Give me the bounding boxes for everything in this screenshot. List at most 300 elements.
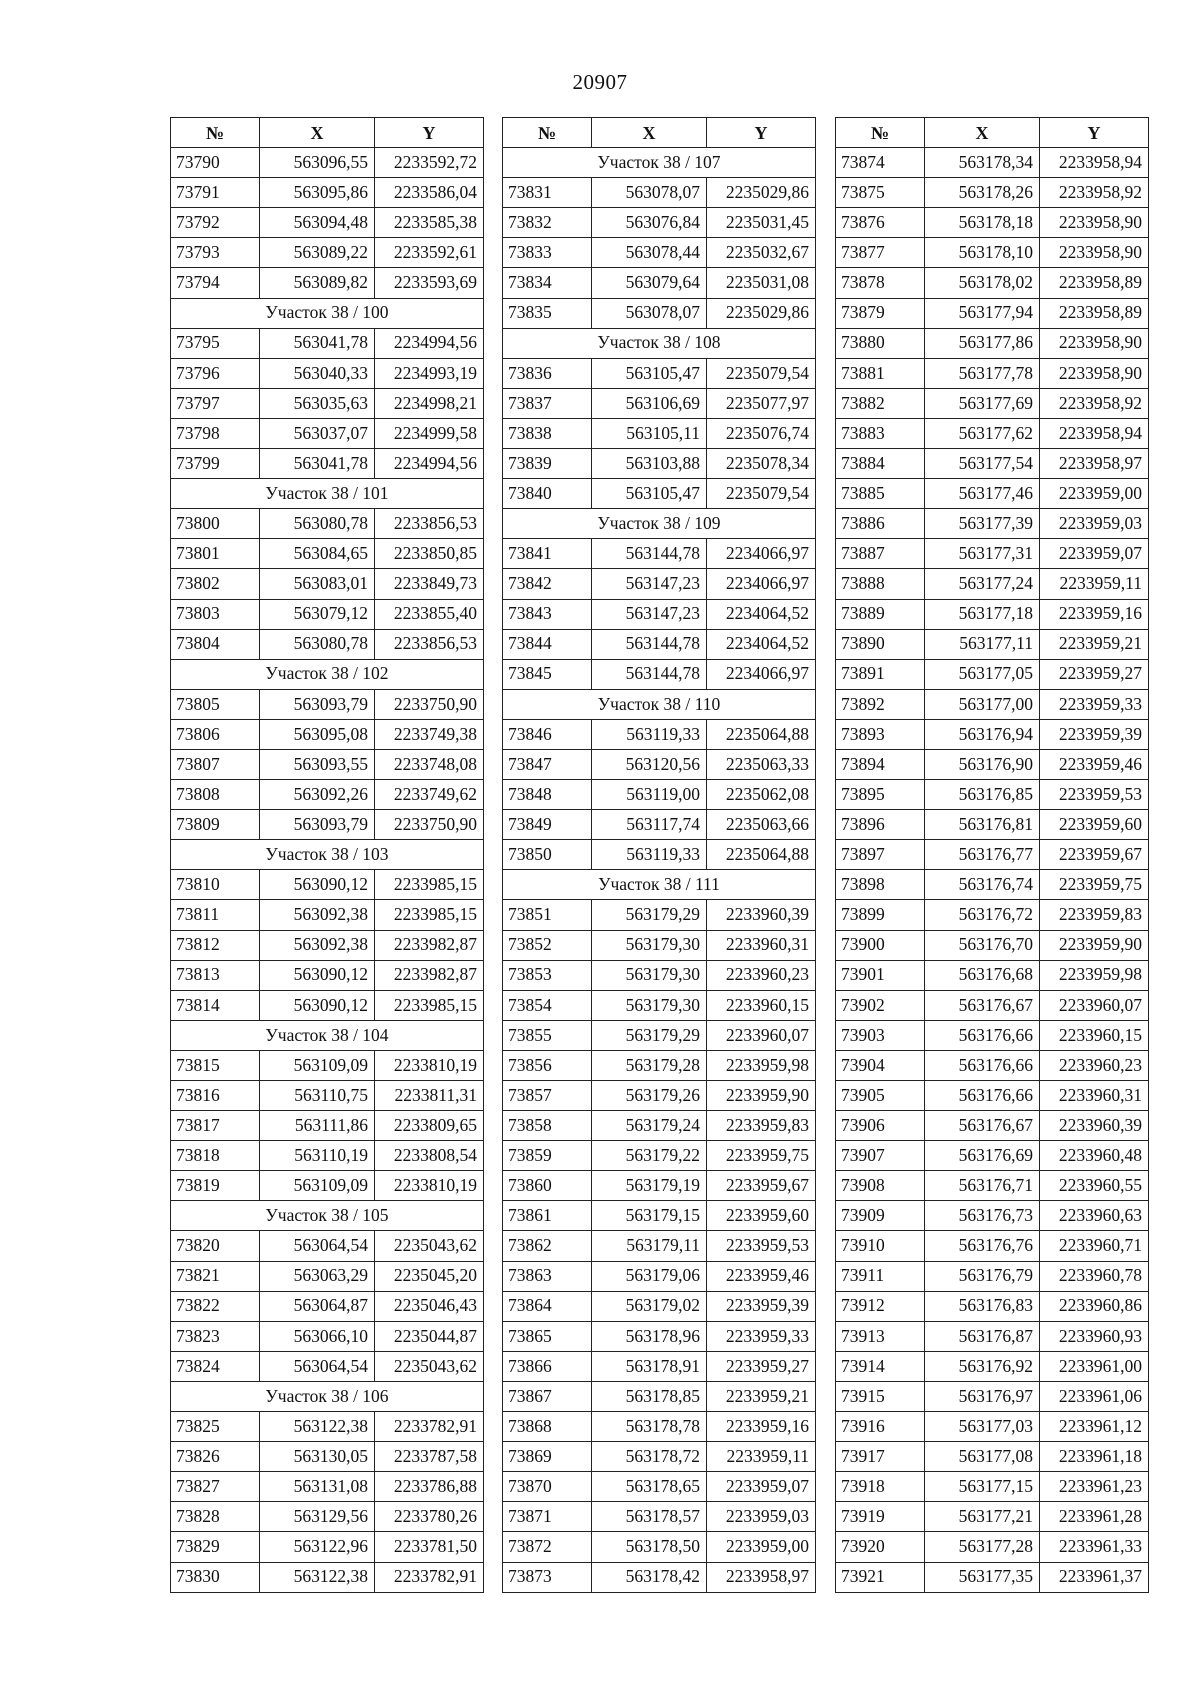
table-row — [503, 1231, 816, 1261]
x-coordinate-cell: 563176,69 — [925, 1141, 1040, 1171]
x-coordinate-cell: 563177,39 — [925, 509, 1040, 539]
x-coordinate-cell: 563178,42 — [592, 1562, 707, 1592]
y-coordinate-cell: 2235046,43 — [375, 1291, 484, 1321]
point-number-cell: 73876 — [836, 208, 925, 238]
point-number-cell: 73896 — [836, 810, 925, 840]
y-coordinate-cell: 2233782,91 — [375, 1562, 484, 1592]
point-number-cell: 73832 — [503, 208, 592, 238]
coordinates-table-1 — [170, 117, 484, 1593]
point-number-cell: 73838 — [503, 418, 592, 448]
table-row — [503, 1081, 816, 1111]
y-coordinate-cell: 2233958,97 — [707, 1562, 816, 1592]
table-row — [503, 1472, 816, 1502]
point-number-cell: 73886 — [836, 509, 925, 539]
table-row — [503, 1020, 816, 1050]
y-coordinate-cell: 2233961,23 — [1040, 1472, 1149, 1502]
y-coordinate-cell: 2233982,87 — [375, 960, 484, 990]
x-coordinate-cell: 563147,23 — [592, 569, 707, 599]
column-header-x: X — [260, 118, 375, 148]
x-coordinate-cell: 563078,07 — [592, 298, 707, 328]
point-number-cell: 73829 — [171, 1532, 260, 1562]
y-coordinate-cell: 2233786,88 — [375, 1472, 484, 1502]
x-coordinate-cell: 563176,73 — [925, 1201, 1040, 1231]
point-number-cell: 73873 — [503, 1562, 592, 1592]
x-coordinate-cell: 563092,38 — [260, 930, 375, 960]
point-number-cell: 73894 — [836, 749, 925, 779]
y-coordinate-cell: 2234994,56 — [375, 328, 484, 358]
point-number-cell: 73865 — [503, 1321, 592, 1351]
y-coordinate-cell: 2233960,55 — [1040, 1171, 1149, 1201]
x-coordinate-cell: 563094,48 — [260, 208, 375, 238]
y-coordinate-cell: 2235031,08 — [707, 268, 816, 298]
x-coordinate-cell: 563037,07 — [260, 418, 375, 448]
x-coordinate-cell: 563078,07 — [592, 178, 707, 208]
point-number-cell: 73897 — [836, 840, 925, 870]
table-row — [171, 1502, 484, 1532]
x-coordinate-cell: 563177,78 — [925, 358, 1040, 388]
section-title: Участок 38 / 108 — [503, 328, 816, 358]
section-header-row — [171, 298, 484, 328]
x-coordinate-cell: 563178,02 — [925, 268, 1040, 298]
table-row — [503, 208, 816, 238]
table-row — [836, 1081, 1149, 1111]
y-coordinate-cell: 2233959,33 — [707, 1321, 816, 1351]
point-number-cell: 73817 — [171, 1111, 260, 1141]
table-row — [836, 479, 1149, 509]
point-number-cell: 73884 — [836, 449, 925, 479]
table-header-row — [503, 118, 816, 148]
table-row — [171, 810, 484, 840]
point-number-cell: 73866 — [503, 1351, 592, 1381]
point-number-cell: 73874 — [836, 148, 925, 178]
x-coordinate-cell: 563177,54 — [925, 449, 1040, 479]
column-header-number: № — [503, 118, 592, 148]
table-row — [171, 1562, 484, 1592]
y-coordinate-cell: 2235063,66 — [707, 810, 816, 840]
section-header-row — [503, 870, 816, 900]
x-coordinate-cell: 563176,83 — [925, 1291, 1040, 1321]
y-coordinate-cell: 2233811,31 — [375, 1081, 484, 1111]
table-row — [503, 1562, 816, 1592]
x-coordinate-cell: 563176,67 — [925, 1111, 1040, 1141]
table-row — [503, 599, 816, 629]
y-coordinate-cell: 2234993,19 — [375, 358, 484, 388]
x-coordinate-cell: 563110,75 — [260, 1081, 375, 1111]
x-coordinate-cell: 563176,68 — [925, 960, 1040, 990]
table-row — [503, 1351, 816, 1381]
point-number-cell: 73849 — [503, 810, 592, 840]
y-coordinate-cell: 2233959,53 — [1040, 780, 1149, 810]
point-number-cell: 73920 — [836, 1532, 925, 1562]
table-row — [171, 749, 484, 779]
point-number-cell: 73798 — [171, 418, 260, 448]
table-row — [836, 178, 1149, 208]
point-number-cell: 73828 — [171, 1502, 260, 1532]
y-coordinate-cell: 2233959,16 — [1040, 599, 1149, 629]
point-number-cell: 73864 — [503, 1291, 592, 1321]
x-coordinate-cell: 563089,82 — [260, 268, 375, 298]
x-coordinate-cell: 563144,78 — [592, 659, 707, 689]
table-row — [171, 1171, 484, 1201]
y-coordinate-cell: 2233960,48 — [1040, 1141, 1149, 1171]
table-row — [836, 689, 1149, 719]
y-coordinate-cell: 2235064,88 — [707, 719, 816, 749]
table-row — [171, 599, 484, 629]
x-coordinate-cell: 563129,56 — [260, 1502, 375, 1532]
x-coordinate-cell: 563178,72 — [592, 1442, 707, 1472]
y-coordinate-cell: 2233855,40 — [375, 599, 484, 629]
x-coordinate-cell: 563041,78 — [260, 328, 375, 358]
point-number-cell: 73861 — [503, 1201, 592, 1231]
y-coordinate-cell: 2233961,12 — [1040, 1412, 1149, 1442]
point-number-cell: 73891 — [836, 659, 925, 689]
table-row — [836, 719, 1149, 749]
section-title: Участок 38 / 103 — [171, 840, 484, 870]
table-row — [171, 1111, 484, 1141]
y-coordinate-cell: 2233961,00 — [1040, 1351, 1149, 1381]
x-coordinate-cell: 563179,29 — [592, 1020, 707, 1050]
point-number-cell: 73915 — [836, 1381, 925, 1411]
y-coordinate-cell: 2233958,92 — [1040, 388, 1149, 418]
x-coordinate-cell: 563176,76 — [925, 1231, 1040, 1261]
x-coordinate-cell: 563176,74 — [925, 870, 1040, 900]
x-coordinate-cell: 563176,66 — [925, 1081, 1040, 1111]
table-row — [836, 1141, 1149, 1171]
point-number-cell: 73890 — [836, 629, 925, 659]
x-coordinate-cell: 563177,18 — [925, 599, 1040, 629]
table-row — [836, 1351, 1149, 1381]
point-number-cell: 73904 — [836, 1050, 925, 1080]
y-coordinate-cell: 2233959,03 — [1040, 509, 1149, 539]
point-number-cell: 73837 — [503, 388, 592, 418]
table-row — [171, 1351, 484, 1381]
section-title: Участок 38 / 102 — [171, 659, 484, 689]
x-coordinate-cell: 563177,24 — [925, 569, 1040, 599]
x-coordinate-cell: 563178,26 — [925, 178, 1040, 208]
table-row — [171, 388, 484, 418]
x-coordinate-cell: 563090,12 — [260, 990, 375, 1020]
point-number-cell: 73911 — [836, 1261, 925, 1291]
point-number-cell: 73857 — [503, 1081, 592, 1111]
column-header-y: Y — [1040, 118, 1149, 148]
x-coordinate-cell: 563179,22 — [592, 1141, 707, 1171]
y-coordinate-cell: 2233959,90 — [707, 1081, 816, 1111]
y-coordinate-cell: 2233959,21 — [1040, 629, 1149, 659]
point-number-cell: 73818 — [171, 1141, 260, 1171]
x-coordinate-cell: 563177,46 — [925, 479, 1040, 509]
y-coordinate-cell: 2233750,90 — [375, 689, 484, 719]
point-number-cell: 73834 — [503, 268, 592, 298]
point-number-cell: 73850 — [503, 840, 592, 870]
point-number-cell: 73791 — [171, 178, 260, 208]
table-row — [836, 1532, 1149, 1562]
x-coordinate-cell: 563177,28 — [925, 1532, 1040, 1562]
x-coordinate-cell: 563122,96 — [260, 1532, 375, 1562]
section-header-row — [171, 1020, 484, 1050]
table-row — [836, 509, 1149, 539]
table-row — [836, 1562, 1149, 1592]
x-coordinate-cell: 563109,09 — [260, 1050, 375, 1080]
point-number-cell: 73921 — [836, 1562, 925, 1592]
point-number-cell: 73914 — [836, 1351, 925, 1381]
point-number-cell: 73813 — [171, 960, 260, 990]
y-coordinate-cell: 2234064,52 — [707, 629, 816, 659]
table-row — [836, 1472, 1149, 1502]
table-row — [171, 689, 484, 719]
y-coordinate-cell: 2233959,75 — [1040, 870, 1149, 900]
y-coordinate-cell: 2235029,86 — [707, 178, 816, 208]
section-title: Участок 38 / 100 — [171, 298, 484, 328]
table-row — [503, 1291, 816, 1321]
y-coordinate-cell: 2233959,11 — [707, 1442, 816, 1472]
table-header-row — [171, 118, 484, 148]
point-number-cell: 73852 — [503, 930, 592, 960]
table-row — [171, 539, 484, 569]
table-row — [503, 930, 816, 960]
x-coordinate-cell: 563176,81 — [925, 810, 1040, 840]
y-coordinate-cell: 2233959,27 — [707, 1351, 816, 1381]
x-coordinate-cell: 563179,26 — [592, 1081, 707, 1111]
section-title: Участок 38 / 109 — [503, 509, 816, 539]
x-coordinate-cell: 563090,12 — [260, 960, 375, 990]
table-row — [836, 208, 1149, 238]
y-coordinate-cell: 2233959,03 — [707, 1502, 816, 1532]
point-number-cell: 73824 — [171, 1351, 260, 1381]
table-row — [503, 780, 816, 810]
section-title: Участок 38 / 107 — [503, 148, 816, 178]
y-coordinate-cell: 2233982,87 — [375, 930, 484, 960]
point-number-cell: 73810 — [171, 870, 260, 900]
x-coordinate-cell: 563179,30 — [592, 990, 707, 1020]
table-row — [171, 358, 484, 388]
section-header-row — [503, 509, 816, 539]
y-coordinate-cell: 2234066,97 — [707, 539, 816, 569]
table-row — [171, 569, 484, 599]
point-number-cell: 73862 — [503, 1231, 592, 1261]
point-number-cell: 73825 — [171, 1412, 260, 1442]
point-number-cell: 73833 — [503, 238, 592, 268]
table-row — [503, 268, 816, 298]
x-coordinate-cell: 563078,44 — [592, 238, 707, 268]
table-row — [836, 238, 1149, 268]
point-number-cell: 73859 — [503, 1141, 592, 1171]
y-coordinate-cell: 2233961,37 — [1040, 1562, 1149, 1592]
table-row — [503, 1141, 816, 1171]
table-row — [503, 418, 816, 448]
table-row — [836, 810, 1149, 840]
x-coordinate-cell: 563176,66 — [925, 1050, 1040, 1080]
table-row — [836, 148, 1149, 178]
coordinates-table-2 — [502, 117, 816, 1593]
table-row — [171, 449, 484, 479]
x-coordinate-cell: 563178,96 — [592, 1321, 707, 1351]
table-row — [836, 870, 1149, 900]
table-row — [503, 659, 816, 689]
point-number-cell: 73882 — [836, 388, 925, 418]
table-row — [836, 900, 1149, 930]
table-row — [503, 1050, 816, 1080]
table-row — [171, 1141, 484, 1171]
x-coordinate-cell: 563177,15 — [925, 1472, 1040, 1502]
y-coordinate-cell: 2234998,21 — [375, 388, 484, 418]
table-row — [171, 930, 484, 960]
point-number-cell: 73801 — [171, 539, 260, 569]
y-coordinate-cell: 2233959,67 — [707, 1171, 816, 1201]
point-number-cell: 73814 — [171, 990, 260, 1020]
point-number-cell: 73867 — [503, 1381, 592, 1411]
x-coordinate-cell: 563178,78 — [592, 1412, 707, 1442]
point-number-cell: 73909 — [836, 1201, 925, 1231]
y-coordinate-cell: 2233750,90 — [375, 810, 484, 840]
section-title: Участок 38 / 105 — [171, 1201, 484, 1231]
x-coordinate-cell: 563079,64 — [592, 268, 707, 298]
y-coordinate-cell: 2233958,94 — [1040, 418, 1149, 448]
x-coordinate-cell: 563178,34 — [925, 148, 1040, 178]
y-coordinate-cell: 2233959,27 — [1040, 659, 1149, 689]
table-row — [836, 539, 1149, 569]
y-coordinate-cell: 2233809,65 — [375, 1111, 484, 1141]
y-coordinate-cell: 2233960,39 — [707, 900, 816, 930]
y-coordinate-cell: 2233961,18 — [1040, 1442, 1149, 1472]
table-row — [836, 990, 1149, 1020]
x-coordinate-cell: 563176,67 — [925, 990, 1040, 1020]
y-coordinate-cell: 2233985,15 — [375, 870, 484, 900]
x-coordinate-cell: 563120,56 — [592, 749, 707, 779]
point-number-cell: 73827 — [171, 1472, 260, 1502]
column-header-number: № — [836, 118, 925, 148]
point-number-cell: 73898 — [836, 870, 925, 900]
point-number-cell: 73793 — [171, 238, 260, 268]
y-coordinate-cell: 2233960,23 — [1040, 1050, 1149, 1080]
point-number-cell: 73870 — [503, 1472, 592, 1502]
y-coordinate-cell: 2233960,93 — [1040, 1321, 1149, 1351]
point-number-cell: 73822 — [171, 1291, 260, 1321]
y-coordinate-cell: 2233958,90 — [1040, 358, 1149, 388]
point-number-cell: 73848 — [503, 780, 592, 810]
x-coordinate-cell: 563179,11 — [592, 1231, 707, 1261]
x-coordinate-cell: 563178,57 — [592, 1502, 707, 1532]
point-number-cell: 73809 — [171, 810, 260, 840]
y-coordinate-cell: 2233586,04 — [375, 178, 484, 208]
x-coordinate-cell: 563066,10 — [260, 1321, 375, 1351]
section-title: Участок 38 / 106 — [171, 1381, 484, 1411]
x-coordinate-cell: 563080,78 — [260, 509, 375, 539]
y-coordinate-cell: 2235044,87 — [375, 1321, 484, 1351]
x-coordinate-cell: 563176,79 — [925, 1261, 1040, 1291]
point-number-cell: 73855 — [503, 1020, 592, 1050]
point-number-cell: 73903 — [836, 1020, 925, 1050]
x-coordinate-cell: 563090,12 — [260, 870, 375, 900]
y-coordinate-cell: 2233748,08 — [375, 749, 484, 779]
y-coordinate-cell: 2233592,61 — [375, 238, 484, 268]
point-number-cell: 73811 — [171, 900, 260, 930]
y-coordinate-cell: 2233960,31 — [707, 930, 816, 960]
point-number-cell: 73799 — [171, 449, 260, 479]
y-coordinate-cell: 2233960,31 — [1040, 1081, 1149, 1111]
y-coordinate-cell: 2233960,39 — [1040, 1111, 1149, 1141]
x-coordinate-cell: 563040,33 — [260, 358, 375, 388]
point-number-cell: 73889 — [836, 599, 925, 629]
x-coordinate-cell: 563176,70 — [925, 930, 1040, 960]
point-number-cell: 73816 — [171, 1081, 260, 1111]
x-coordinate-cell: 563179,29 — [592, 900, 707, 930]
table-row — [171, 509, 484, 539]
point-number-cell: 73843 — [503, 599, 592, 629]
table-row — [503, 1442, 816, 1472]
x-coordinate-cell: 563093,79 — [260, 689, 375, 719]
x-coordinate-cell: 563092,38 — [260, 900, 375, 930]
point-number-cell: 73847 — [503, 749, 592, 779]
point-number-cell: 73917 — [836, 1442, 925, 1472]
x-coordinate-cell: 563179,28 — [592, 1050, 707, 1080]
x-coordinate-cell: 563106,69 — [592, 388, 707, 418]
point-number-cell: 73869 — [503, 1442, 592, 1472]
table-row — [171, 870, 484, 900]
y-coordinate-cell: 2233960,71 — [1040, 1231, 1149, 1261]
table-row — [171, 1231, 484, 1261]
point-number-cell: 73797 — [171, 388, 260, 418]
x-coordinate-cell: 563176,71 — [925, 1171, 1040, 1201]
table-row — [503, 810, 816, 840]
page-number: 20907 — [572, 70, 628, 94]
x-coordinate-cell: 563064,87 — [260, 1291, 375, 1321]
y-coordinate-cell: 2233959,53 — [707, 1231, 816, 1261]
point-number-cell: 73830 — [171, 1562, 260, 1592]
point-number-cell: 73893 — [836, 719, 925, 749]
y-coordinate-cell: 2235043,62 — [375, 1351, 484, 1381]
section-title: Участок 38 / 101 — [171, 479, 484, 509]
y-coordinate-cell: 2235079,54 — [707, 479, 816, 509]
x-coordinate-cell: 563064,54 — [260, 1351, 375, 1381]
y-coordinate-cell: 2233959,46 — [707, 1261, 816, 1291]
point-number-cell: 73888 — [836, 569, 925, 599]
x-coordinate-cell: 563176,92 — [925, 1351, 1040, 1381]
point-number-cell: 73839 — [503, 449, 592, 479]
section-header-row — [171, 1381, 484, 1411]
point-number-cell: 73880 — [836, 328, 925, 358]
point-number-cell: 73792 — [171, 208, 260, 238]
table-row — [836, 1020, 1149, 1050]
y-coordinate-cell: 2233958,94 — [1040, 148, 1149, 178]
x-coordinate-cell: 563035,63 — [260, 388, 375, 418]
table-row — [171, 268, 484, 298]
point-number-cell: 73905 — [836, 1081, 925, 1111]
y-coordinate-cell: 2233959,00 — [707, 1532, 816, 1562]
y-coordinate-cell: 2235079,54 — [707, 358, 816, 388]
point-number-cell: 73892 — [836, 689, 925, 719]
table-row — [503, 629, 816, 659]
table-row — [836, 1261, 1149, 1291]
y-coordinate-cell: 2235064,88 — [707, 840, 816, 870]
table-row — [836, 930, 1149, 960]
x-coordinate-cell: 563105,47 — [592, 358, 707, 388]
point-number-cell: 73900 — [836, 930, 925, 960]
point-number-cell: 73794 — [171, 268, 260, 298]
x-coordinate-cell: 563177,03 — [925, 1412, 1040, 1442]
table-row — [836, 268, 1149, 298]
table-row — [171, 1291, 484, 1321]
x-coordinate-cell: 563176,94 — [925, 719, 1040, 749]
table-row — [836, 749, 1149, 779]
y-coordinate-cell: 2233960,15 — [707, 990, 816, 1020]
point-number-cell: 73863 — [503, 1261, 592, 1291]
table-row — [503, 358, 816, 388]
x-coordinate-cell: 563177,21 — [925, 1502, 1040, 1532]
point-number-cell: 73919 — [836, 1502, 925, 1532]
y-coordinate-cell: 2233856,53 — [375, 509, 484, 539]
point-number-cell: 73835 — [503, 298, 592, 328]
point-number-cell: 73802 — [171, 569, 260, 599]
